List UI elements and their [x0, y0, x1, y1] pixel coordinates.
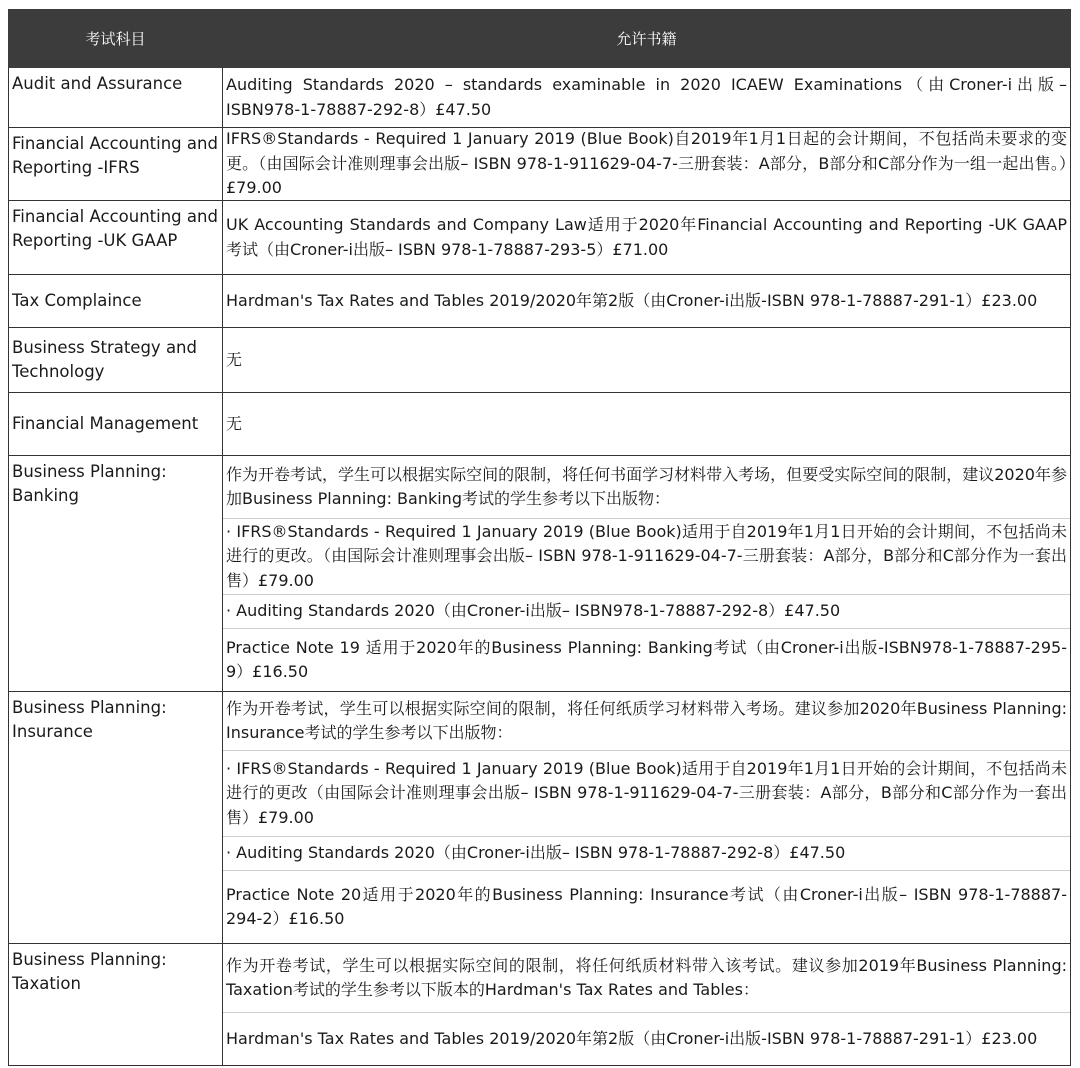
book-entry — [223, 328, 1070, 392]
book-entry — [223, 393, 1070, 455]
permitted-texts-table — [8, 9, 1071, 1066]
subject-cell — [9, 456, 223, 692]
book-entry — [223, 870, 1070, 943]
subject-label: Financial Management — [12, 414, 199, 433]
book-entry — [223, 944, 1070, 1012]
book-entry-text: 作为开卷考试，学生可以根据实际空间的限制，将任何纸质材料带入该考试。建议参加2019年Business Planning: Taxation考试的学生参考以下版本的Hardman's Tax Rates and Tables： — [226, 955, 1067, 999]
books-cell — [223, 456, 1071, 692]
table-row — [9, 456, 1071, 692]
book-entry — [223, 456, 1070, 518]
subject-cell — [9, 393, 223, 456]
book-entry — [223, 128, 1070, 200]
subject-label: Tax Complaince — [12, 291, 142, 310]
book-entry-text: IFRS®Standards - Required 1 January 2019 (Blue Book)自2019年1月1日起的会计期间，不包括尚未要求的变更。（由国际会计准则理事会出版– ISBN 978-1-911629-04-7-三册套装：A部分，B部分和C部分作为一组一起出售。）£79.00 — [226, 129, 1067, 198]
subject-cell — [9, 128, 223, 201]
books-cell — [223, 68, 1071, 128]
book-entry-text: · Auditing Standards 2020（由Croner-i出版– ISBN 978-1-78887-292-8）£47.50 — [226, 843, 846, 863]
book-entry-text: 无 — [226, 413, 243, 433]
book-entry-text: 作为开卷考试，学生可以根据实际空间的限制，将任何纸质学习材料带入考场。建议参加2020年Business Planning: Insurance考试的学生参考以下出版物： — [226, 698, 1067, 742]
book-entry — [223, 836, 1070, 870]
subject-cell — [9, 275, 223, 328]
subject-label: Business Planning: Banking — [12, 462, 167, 505]
books-cell — [223, 393, 1071, 456]
subject-cell — [9, 201, 223, 275]
subject-label: Financial Accounting and Reporting -IFRS — [12, 134, 218, 177]
subject-label: Financial Accounting and Reporting -UK GAAP — [12, 207, 218, 250]
books-cell — [223, 328, 1071, 393]
books-cell — [223, 944, 1071, 1066]
book-entry — [223, 692, 1070, 750]
book-entry-text: Auditing Standards 2020 – standards examinable in 2020 ICAEW Examinations（由Croner-i出版– ISBN978-1-78887-292-8）£47.50 — [226, 75, 1067, 119]
book-entry — [223, 518, 1070, 594]
book-entry — [223, 628, 1070, 691]
books-cell — [223, 275, 1071, 328]
book-entry — [223, 275, 1070, 327]
book-entry — [223, 201, 1070, 274]
book-entry-text: Practice Note 20适用于2020年的Business Planning: Insurance考试（由Croner-i出版– ISBN 978-1-78887-294-2）£16.50 — [226, 884, 1067, 928]
book-entry-text: · Auditing Standards 2020（由Croner-i出版– ISBN978-1-78887-292-8）£47.50 — [226, 601, 841, 621]
book-entry-text: 作为开卷考试，学生可以根据实际空间的限制，将任何书面学习材料带入考场，但要受实际空间的限制，建议2020年参加Business Planning: Banking考试的学生参考以下出版物： — [226, 464, 1067, 508]
table-row — [9, 275, 1071, 328]
book-entry — [223, 68, 1070, 127]
books-cell — [223, 201, 1071, 275]
books-cell — [223, 692, 1071, 944]
table-row — [9, 328, 1071, 393]
table-row — [9, 128, 1071, 201]
book-entry — [223, 750, 1070, 836]
book-entry-text: · IFRS®Standards - Required 1 January 2019 (Blue Book)适用于自2019年1月1日开始的会计期间，不包括尚未进行的更改。（由国际会计准则理事会出版– ISBN 978-1-911629-04-7-三册套装：A部分，B部分和C部分作为一套出售）£79.00 — [226, 521, 1067, 590]
subject-label: Audit and Assurance — [12, 74, 183, 93]
book-entry-text: UK Accounting Standards and Company Law适用于2020年Financial Accounting and Reporting -UK GAAP考试（由Croner-i出版– ISBN 978-1-78887-293-5）£71.00 — [226, 215, 1067, 259]
book-entry-text: 无 — [226, 349, 243, 369]
subject-cell — [9, 944, 223, 1066]
table-row — [9, 68, 1071, 128]
table-row — [9, 692, 1071, 944]
book-entry — [223, 1012, 1070, 1065]
table-row — [9, 944, 1071, 1066]
header-row — [9, 10, 1071, 68]
table-body — [9, 68, 1071, 1066]
book-entry-text: · IFRS®Standards - Required 1 January 2019 (Blue Book)适用于自2019年1月1日开始的会计期间，不包括尚未进行的更改（由国际会计准则理事会出版– ISBN 978-1-911629-04-7-三册套装：A部分，B部分和C部分作为一套出售）£79.00 — [226, 758, 1067, 827]
subject-label: Business Planning: Insurance — [12, 698, 167, 741]
book-entry-text: Hardman's Tax Rates and Tables 2019/2020年第2版（由Croner-i出版-ISBN 978-1-78887-291-1）£23.00 — [226, 1028, 1038, 1048]
subject-cell — [9, 692, 223, 944]
table-row — [9, 393, 1071, 456]
subject-cell — [9, 328, 223, 393]
book-entry-text: Hardman's Tax Rates and Tables 2019/2020年第2版（由Croner-i出版-ISBN 978-1-78887-291-1）£23.00 — [226, 290, 1038, 310]
subject-label: Business Strategy and Technology — [12, 338, 197, 381]
book-entry-text: Practice Note 19 适用于2020年的Business Planning: Banking考试（由Croner-i出版-ISBN978-1-78887-295-9）£16.50 — [226, 637, 1067, 681]
table-row — [9, 201, 1071, 275]
subject-cell — [9, 68, 223, 128]
books-cell — [223, 128, 1071, 201]
book-entry — [223, 594, 1070, 628]
header-subject: 考试科目 — [9, 10, 223, 68]
subject-label: Business Planning: Taxation — [12, 950, 167, 993]
header-books: 允许书籍 — [223, 10, 1071, 68]
